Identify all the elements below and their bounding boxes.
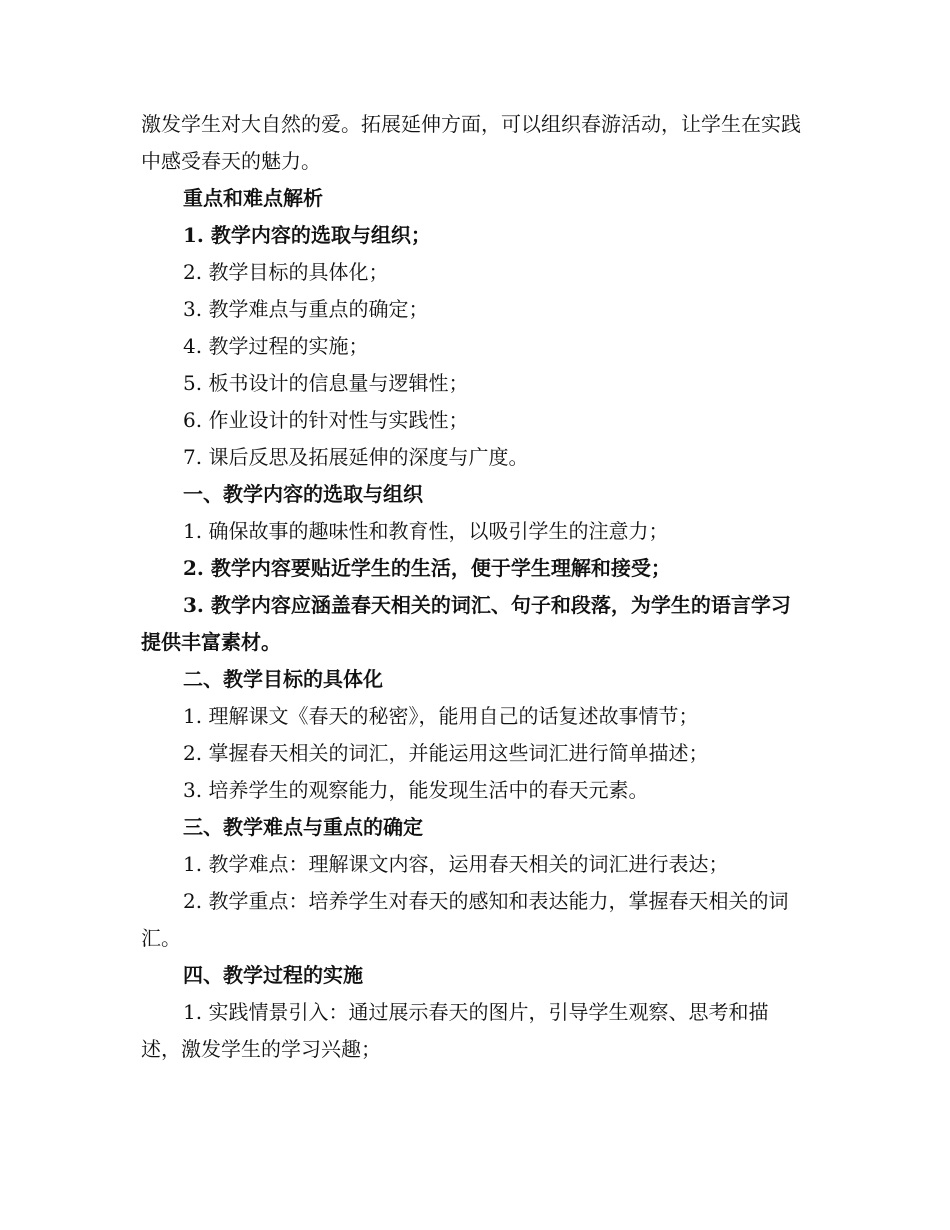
list-item: 2. 掌握春天相关的词汇，并能运用这些词汇进行简单描述； [183, 741, 709, 765]
list-item: 7. 课后反思及拓展延伸的深度与广度。 [183, 445, 529, 469]
list-item: 3. 教学难点与重点的确定； [183, 297, 429, 321]
list-item: 2. 教学重点：培养学生对春天的感知和表达能力，掌握春天相关的词汇。 [141, 889, 789, 950]
list-item: 1. 教学难点：理解课文内容，运用春天相关的词汇进行表达； [183, 852, 729, 876]
paragraph-continuation: 激发学生对大自然的爱。拓展延伸方面，可以组织春游活动，让学生在实践中感受春天的魅力。 [141, 112, 801, 173]
list-item: 2. 教学目标的具体化； [183, 260, 389, 284]
document-body [141, 106, 806, 1068]
section-heading-key-points: 重点和难点解析 [183, 186, 323, 210]
list-item: 1. 确保故事的趣味性和教育性，以吸引学生的注意力； [183, 519, 669, 543]
list-item: 1. 教学内容的选取与组织； [183, 223, 431, 247]
list-item: 2. 教学内容要贴近学生的生活，便于学生理解和接受； [183, 556, 671, 580]
list-item: 3. 培养学生的观察能力，能发现生活中的春天元素。 [183, 778, 649, 802]
section-heading-process: 四、教学过程的实施 [183, 963, 363, 987]
list-item: 6. 作业设计的针对性与实践性； [183, 408, 469, 432]
list-item: 4. 教学过程的实施； [183, 334, 369, 358]
section-heading-content: 一、教学内容的选取与组织 [183, 482, 423, 506]
list-item: 1. 实践情景引入：通过展示春天的图片，引导学生观察、思考和描述，激发学生的学习兴趣； [141, 1000, 769, 1061]
list-item: 5. 板书设计的信息量与逻辑性； [183, 371, 469, 395]
list-item: 1. 理解课文《春天的秘密》，能用自己的话复述故事情节； [183, 704, 699, 728]
section-heading-difficulties: 三、教学难点与重点的确定 [183, 815, 423, 839]
list-item: 3. 教学内容应涵盖春天相关的词汇、句子和段落，为学生的语言学习提供丰富素材。 [141, 593, 791, 654]
section-heading-goals: 二、教学目标的具体化 [183, 667, 383, 691]
